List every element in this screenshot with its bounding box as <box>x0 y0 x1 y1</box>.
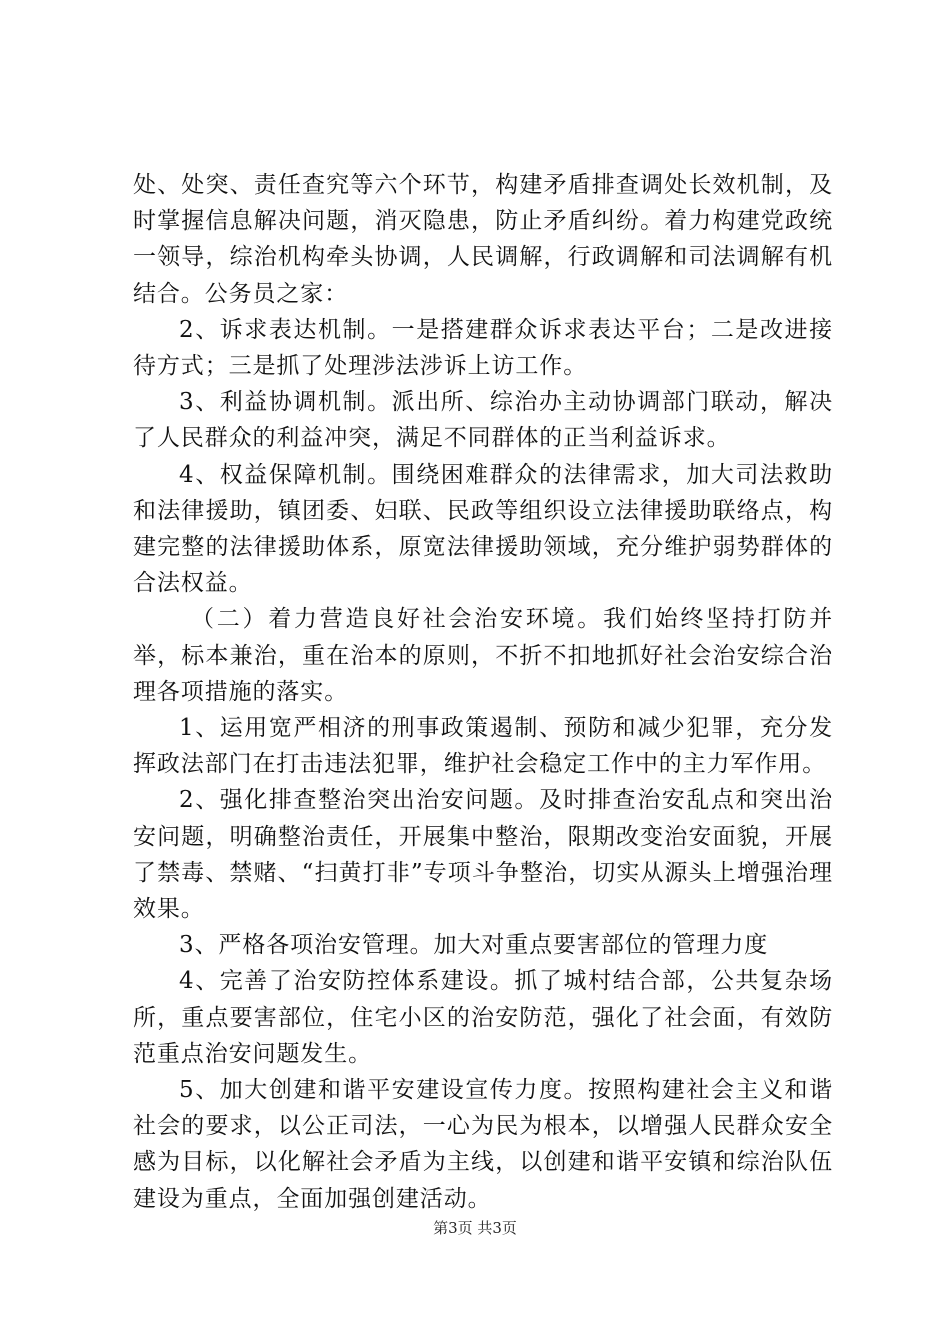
paragraph-item-2: 2、强化排查整治突出治安问题。及时排查治安乱点和突出治安问题，明确整治责任，开展集中整治，限期改变治安面貌，开展了禁毒、禁赌、“扫黄打非”专项斗争整治，切实从源头上增强治理效果。 <box>133 787 833 923</box>
paragraph-appeal-mechanism: 2、诉求表达机制。一是搭建群众诉求表达平台；二是改进接待方式；三是抓了处理涉法涉诉上访工作。 <box>133 316 833 380</box>
paragraph-rights-mechanism: 4、权益保障机制。围绕困难群众的法律需求，加大司法救助和法律援助，镇团委、妇联、民政等组织设立法律援助联络点，构建完整的法律援助体系，原宽法律援助领域，充分维护弱势群体的合法权益。 <box>133 461 833 597</box>
paragraph-section-two: （二）着力营造良好社会治安环境。我们始终坚持打防并举，标本兼治，重在治本的原则，不折不扣地抓好社会治安综合治理各项措施的落实。 <box>133 606 833 705</box>
paragraph-item-1: 1、运用宽严相济的刑事政策遏制、预防和减少犯罪，充分发挥政法部门在打击违法犯罪，维护社会稳定工作中的主力军作用。 <box>133 715 833 778</box>
paragraph-interest-mechanism: 3、利益协调机制。派出所、综治办主动协调部门联动，解决了人民群众的利益冲突，满足不同群体的正当利益诉求。 <box>133 389 833 452</box>
paragraph-continuation: 处、处突、责任查究等六个环节，构建矛盾排查调处长效机制，及时掌握信息解决问题，消灭隐患，防止矛盾纠纷。着力构建党政统一领导，综治机构牵头协调，人民调解，行政调解和司法调解有机结合。公务员之家： <box>133 172 833 307</box>
page-number-footer: 第3页 共3页 <box>433 1219 517 1237</box>
document-body <box>133 167 833 1217</box>
paragraph-item-3: 3、严格各项治安管理。加大对重点要害部位的管理力度 <box>179 932 769 959</box>
paragraph-item-5: 5、加大创建和谐平安建设宣传力度。按照构建社会主义和谐社会的要求，以公正司法，一心为民为根本，以增强人民群众安全感为目标，以化解社会矛盾为主线，以创建和谐平安镇和综治队伍建设为重点，全面加强创建活动。 <box>133 1077 833 1212</box>
paragraph-item-4: 4、完善了治安防控体系建设。抓了城村结合部，公共复杂场所，重点要害部位，住宅小区的治安防范，强化了社会面，有效防范重点治安问题发生。 <box>133 968 833 1067</box>
